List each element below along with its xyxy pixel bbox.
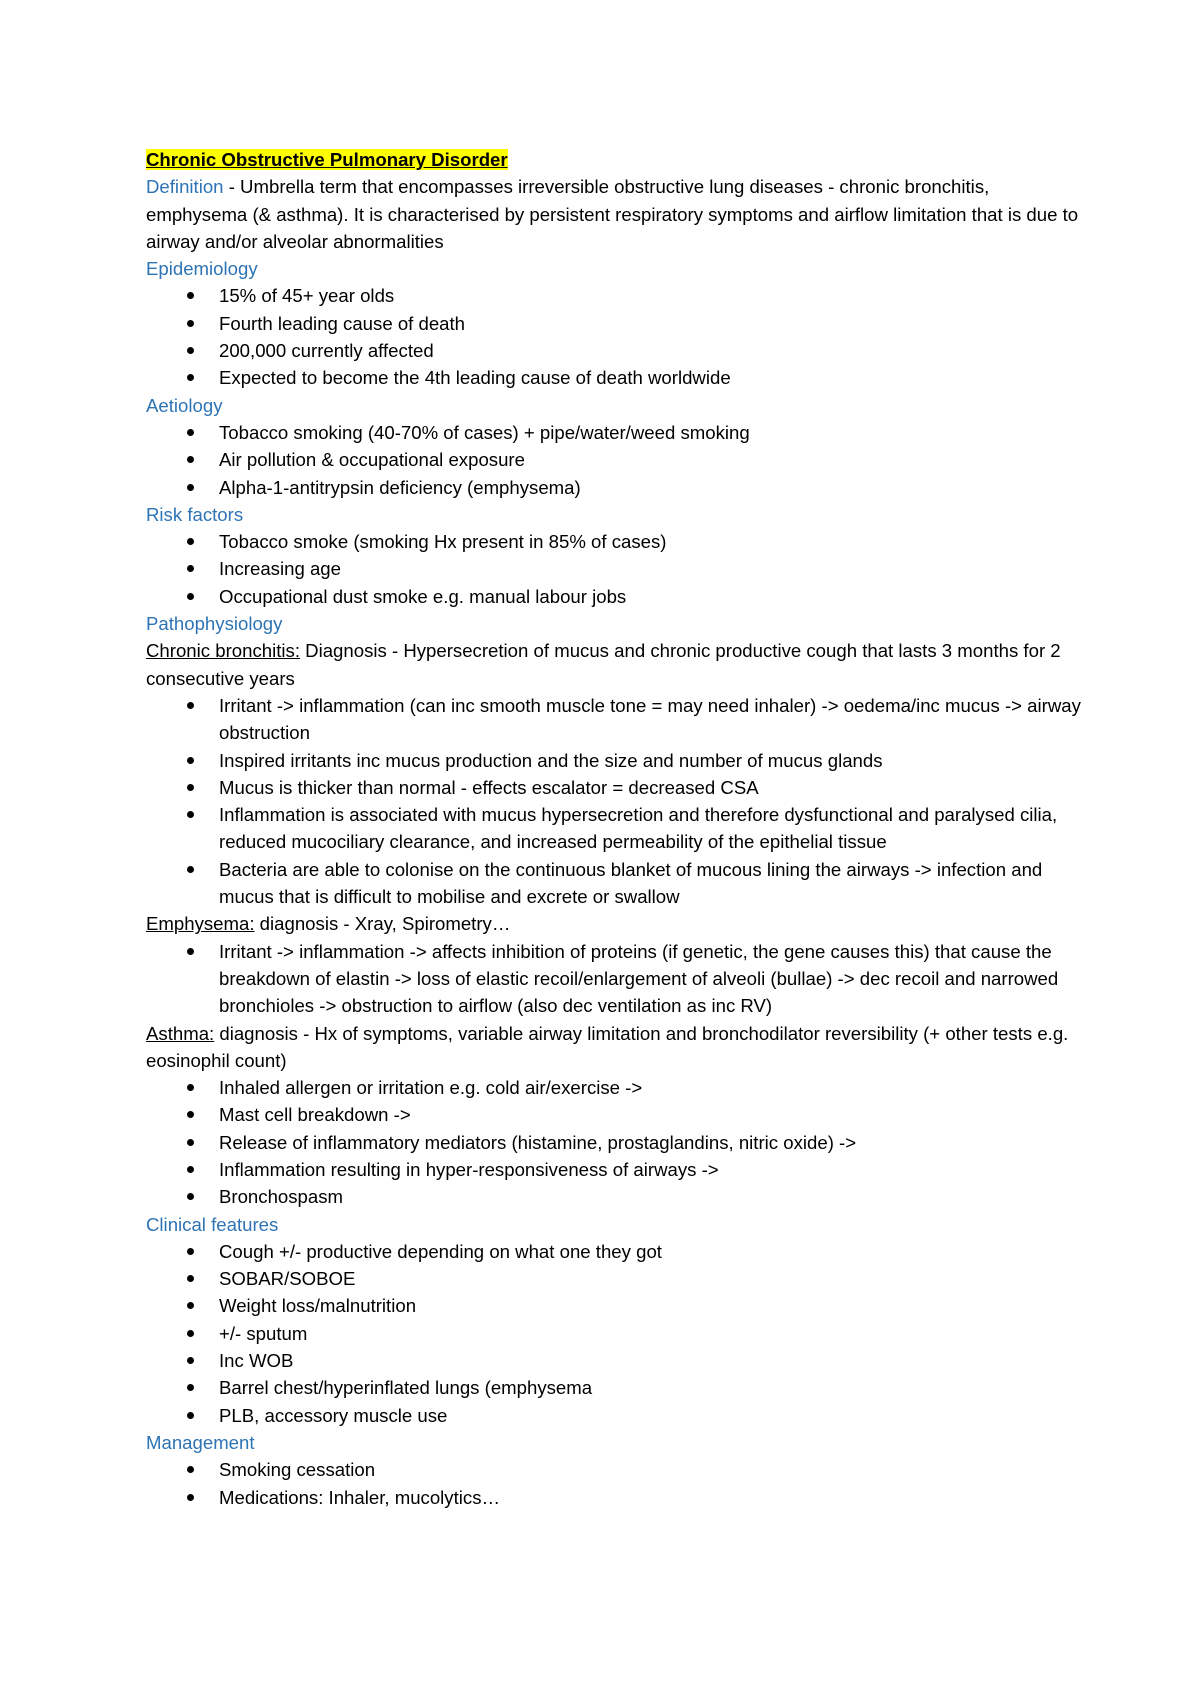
list-item: 15% of 45+ year olds	[146, 282, 1086, 309]
list-item: 200,000 currently affected	[146, 337, 1086, 364]
page-title: Chronic Obstructive Pulmonary Disorder	[146, 149, 508, 170]
document-page	[146, 146, 1086, 1511]
list-item: Mast cell breakdown ->	[146, 1101, 1086, 1128]
emphysema-list	[146, 938, 1086, 1020]
pathophysiology-heading: Pathophysiology	[146, 613, 283, 635]
management-heading: Management	[146, 1431, 255, 1453]
management-list	[146, 1456, 1086, 1511]
list-item: Tobacco smoking (40-70% of cases) + pipe/water/weed smoking	[146, 419, 1086, 446]
list-item: Smoking cessation	[146, 1456, 1086, 1483]
asthma-label: Asthma:	[146, 1022, 215, 1044]
epidemiology-heading: Epidemiology	[146, 258, 258, 280]
list-item: +/- sputum	[146, 1320, 1086, 1347]
emphysema-label: Emphysema:	[146, 913, 255, 935]
list-item: Alpha-1-antitrypsin deficiency (emphysema)	[146, 474, 1086, 501]
list-item: Tobacco smoke (smoking Hx present in 85% of cases)	[146, 528, 1086, 555]
list-item: Bronchospasm	[146, 1183, 1086, 1210]
asthma-text: diagnosis - Hx of symptoms, variable airway limitation and bronchodilator reversibility (+ other tests e.g. eosinophil count)	[146, 1022, 1069, 1071]
list-item: Medications: Inhaler, mucolytics…	[146, 1484, 1086, 1511]
list-item: PLB, accessory muscle use	[146, 1402, 1086, 1429]
title-line	[146, 146, 1086, 173]
asthma-paragraph	[146, 1020, 1086, 1075]
list-item: Irritant -> inflammation -> affects inhibition of proteins (if genetic, the gene causes this) that cause the breakdown of elastin -> loss of elastic recoil/enlargement of alveoli (bullae) -> dec recoil and narrowed bronchioles -> obstruction to airflow (also dec ventilation as inc RV)	[146, 938, 1086, 1020]
risk-factors-heading: Risk factors	[146, 503, 244, 525]
list-item: Air pollution & occupational exposure	[146, 446, 1086, 473]
list-item: Occupational dust smoke e.g. manual labour jobs	[146, 583, 1086, 610]
list-item: Increasing age	[146, 555, 1086, 582]
chronic-bronchitis-paragraph	[146, 637, 1086, 692]
list-item: Inflammation is associated with mucus hypersecretion and therefore dysfunctional and paralysed cilia, reduced mucociliary clearance, and increased permeability of the epithelial tissue	[146, 801, 1086, 856]
list-item: Barrel chest/hyperinflated lungs (emphysema	[146, 1374, 1086, 1401]
list-item: Inspired irritants inc mucus production and the size and number of mucus glands	[146, 747, 1086, 774]
aetiology-heading: Aetiology	[146, 394, 223, 416]
chronic-bronchitis-text: Diagnosis - Hypersecretion of mucus and chronic productive cough that lasts 3 months for 2 consecutive years	[146, 640, 1061, 689]
asthma-list	[146, 1074, 1086, 1210]
emphysema-text: diagnosis - Xray, Spirometry…	[254, 913, 511, 935]
aetiology-list	[146, 419, 1086, 501]
list-item: Cough +/- productive depending on what one they got	[146, 1238, 1086, 1265]
clinical-features-list	[146, 1238, 1086, 1429]
list-item: Irritant -> inflammation (can inc smooth muscle tone = may need inhaler) -> oedema/inc mucus -> airway obstruction	[146, 692, 1086, 747]
chronic-bronchitis-list	[146, 692, 1086, 910]
list-item: Inflammation resulting in hyper-responsiveness of airways ->	[146, 1156, 1086, 1183]
list-item: SOBAR/SOBOE	[146, 1265, 1086, 1292]
list-item: Fourth leading cause of death	[146, 310, 1086, 337]
clinical-features-heading: Clinical features	[146, 1213, 279, 1235]
definition-text: - Umbrella term that encompasses irreversible obstructive lung diseases - chronic bronchitis, emphysema (& asthma). It is characterised by persistent respiratory symptoms and airflow limitation that is due to airway and/or alveolar abnormalities	[146, 176, 1079, 252]
list-item: Bacteria are able to colonise on the continuous blanket of mucous lining the airways -> infection and mucus that is difficult to mobilise and excrete or swallow	[146, 856, 1086, 911]
list-item: Weight loss/malnutrition	[146, 1292, 1086, 1319]
definition-label: Definition	[146, 176, 224, 198]
chronic-bronchitis-label: Chronic bronchitis:	[146, 640, 300, 662]
list-item: Expected to become the 4th leading cause of death worldwide	[146, 364, 1086, 391]
list-item: Inc WOB	[146, 1347, 1086, 1374]
risk-factors-list	[146, 528, 1086, 610]
definition-paragraph	[146, 173, 1086, 255]
list-item: Mucus is thicker than normal - effects escalator = decreased CSA	[146, 774, 1086, 801]
list-item: Release of inflammatory mediators (histamine, prostaglandins, nitric oxide) ->	[146, 1129, 1086, 1156]
epidemiology-list	[146, 282, 1086, 391]
list-item: Inhaled allergen or irritation e.g. cold air/exercise ->	[146, 1074, 1086, 1101]
emphysema-paragraph	[146, 910, 1086, 937]
